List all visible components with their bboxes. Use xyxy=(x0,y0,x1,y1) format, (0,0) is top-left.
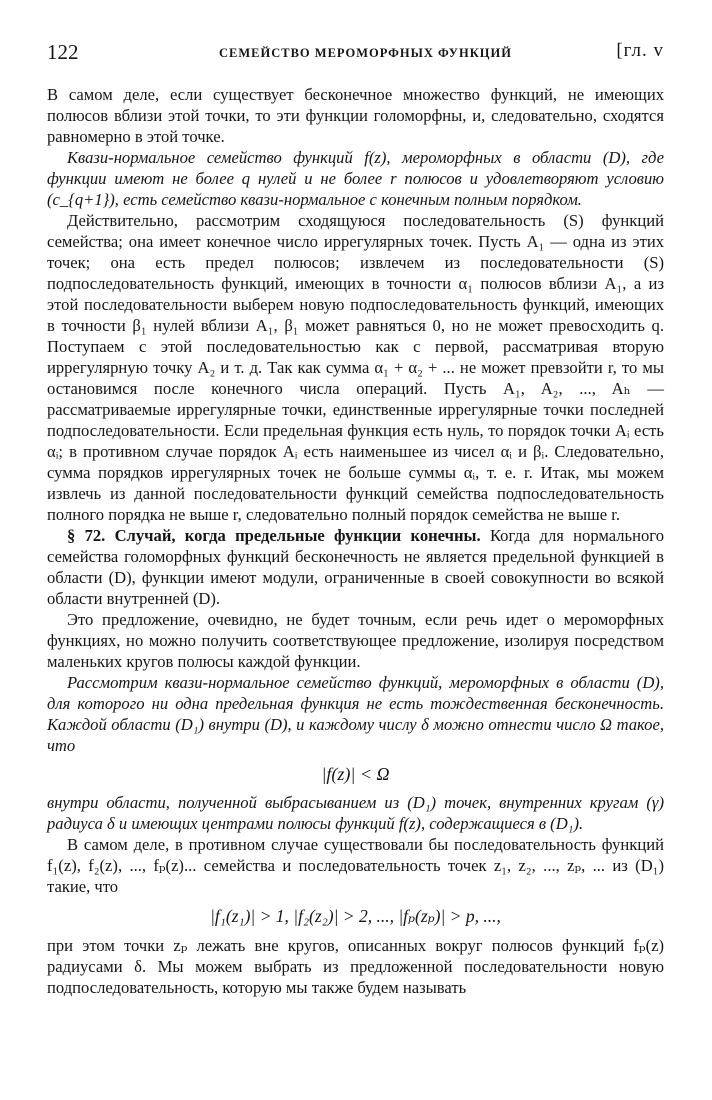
theorem-statement: Рассмотрим квази-нормальное семейство функций, мероморфных в области (D), для которого ни одна предельная функция не есть тождественная бесконечность. Каждой области (D₁) внутри (D), и каждому числу δ можно отнести число Ω такое, что xyxy=(47,673,664,755)
running-title: СЕМЕЙСТВО МЕРОМОРФНЫХ ФУНКЦИЙ xyxy=(219,46,512,60)
section-text: Когда для нормального семейства голоморфных функций бесконечность не является предельной функцией в области (D), функции имеют модули, ограниченные в своей совокупности во всякой области внутренней (D). xyxy=(47,526,664,608)
paragraph: Это предложение, очевидно, не будет точным, если речь идет о мероморфных функциях, но можно получить соответствующее предложение, изолируя посредством маленьких кругов полюсы каждой функции. xyxy=(47,610,664,671)
theorem-continuation: внутри области, полученной выбрасыванием из (D₁) точек, внутренних кругам (γ) радиуса δ и имеющих центрами полюсы функций f(z), содержащиеся в (D₁). xyxy=(47,793,664,833)
theorem-statement: Квази-нормальное семейство функций f(z), мероморфных в области (D), где функции имеют не более q нулей и не более r полюсов и удовлетворяют условию (c_{q+1}), есть семейство квази-нормальное с конечным полным порядком. xyxy=(47,148,664,209)
chapter-label: [гл. v xyxy=(616,40,664,61)
paragraph: при этом точки zₚ лежать вне кругов, описанных вокруг полюсов функций fₚ(z) радиусами δ. Мы можем выбрать из предложенной последовательности новую подпоследовательность, которую мы также будем называть xyxy=(47,936,664,997)
paragraph-proof: Действительно, рассмотрим сходящуюся последовательность (S) функций семейства; она имеет конечное число иррегулярных точек. Пусть A₁ — одна из этих точек; она есть предел полюсов; извлечем из последовательности (S) подпоследовательность функций, имеющих в точности α₁ полюсов вблизи A₁, а из этой последовательности выберем новую подпоследовательность функций, имеющих в точности β₁ нулей вблизи A₁, β₁ может равняться 0, но не может превосходить q. Поступаем с этой последовательностью как с первой, рассматривая вторую иррегулярную точку A₂ и т. д. Так как сумма α₁ + α₂ + ... не может превзойти r, то мы остановимся после конечного числа операций. Пусть A₁, A₂, ..., Aₕ — рассматриваемые иррегулярные точки, единственные иррегулярные точки последней подпоследовательности. Если предельная функция есть нуль, то порядок точки Aᵢ есть αᵢ; в противном случае порядок Aᵢ есть наименьшее из чисел αᵢ и βᵢ. Следовательно, сумма порядков иррегулярных точек не больше суммы αᵢ, т. е. r. Итак, мы можем извлечь из данной последовательности функций семейства подпоследовательность полного порядка не выше r, следовательно полный порядок семейства не выше r. xyxy=(47,211,664,524)
page-number: 122 xyxy=(47,40,79,64)
paragraph: В самом деле, если существует бесконечное множество функций, не имеющих полюсов вблизи этой точки, то эти функции голоморфны, и, следовательно, сходятся равномерно в этой точке. xyxy=(47,85,664,146)
display-formula: |f(z)| < Ω xyxy=(321,764,390,784)
display-formula: |f₁(z₁)| > 1, |f₂(z₂)| > 2, ..., |fₚ(zₚ)| > p, ..., xyxy=(210,906,501,926)
page-header xyxy=(47,38,664,68)
page-body xyxy=(47,84,664,998)
section-heading: § 72. Случай, когда предельные функции конечны. xyxy=(67,526,481,545)
paragraph: В самом деле, в противном случае существовали бы последовательность функций f₁(z), f₂(z), ..., fₚ(z)... семейства и последовательность точек z₁, z₂, ..., zₚ, ... из (D₁) такие, что xyxy=(47,835,664,896)
section-paragraph xyxy=(47,525,664,609)
scan-artifact xyxy=(230,1085,470,1087)
